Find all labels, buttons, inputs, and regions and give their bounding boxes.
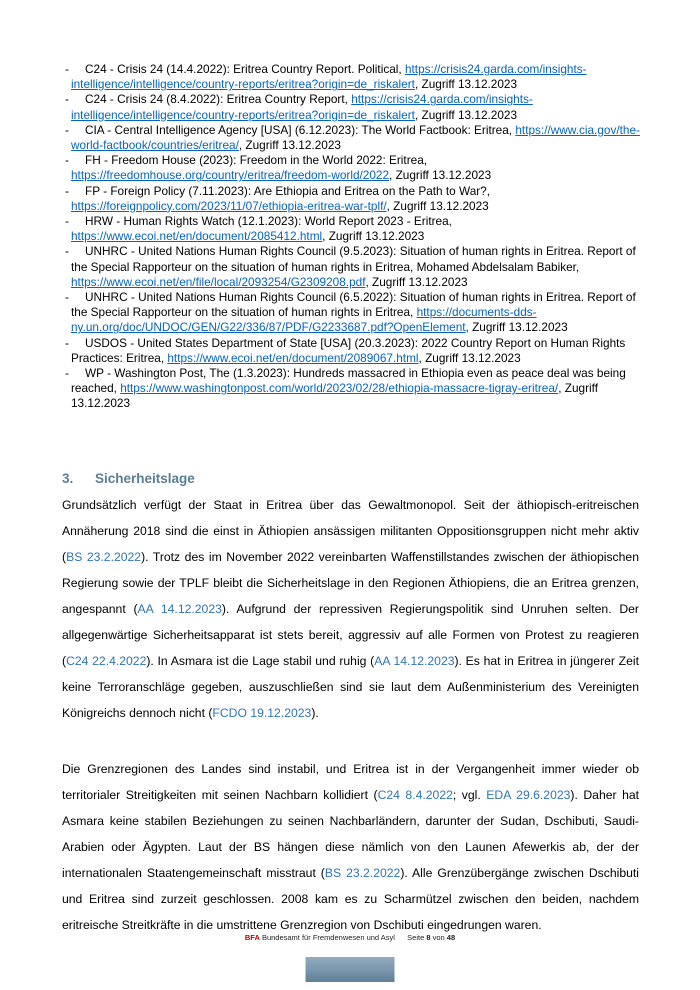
reference-text: FH - Freedom House (2023): Freedom in the World 2022: Eritrea, [85, 153, 428, 168]
reference-url-link[interactable]: https://www.ecoi.net/en/file/local/2093254/G2309208.pdf [71, 274, 366, 289]
footer-page-label: Seite [407, 933, 425, 942]
reference-url-link[interactable]: https://www.washingtonpost.com/world/2023/02/28/ethiopia-massacre-tigray-eritrea/ [120, 381, 559, 396]
reference-item [62, 62, 642, 92]
citation-link[interactable]: BS 23.2.2022 [324, 866, 401, 880]
list-bullet: - [65, 62, 69, 76]
paragraph-text: ). Daher hat Asmara keine stabilen Beziehungen zu seinen Nachbarländern, darunter der Sudan, Dschibuti, Saudi-Arabien oder Ägypten. Laut der BS hängen diese nämlich von den Launen Afewerkis ab, der der internationalen Staatengemeinschaft misstraut ( [62, 788, 640, 880]
reference-item [62, 153, 642, 183]
bfa-footer-graphic [306, 957, 395, 982]
reference-item [62, 92, 642, 122]
list-bullet: - [65, 290, 69, 305]
reference-item [62, 123, 642, 153]
reference-text: , Zugriff 13.12.2023 [418, 350, 521, 365]
paragraph-text: ). Es hat in Eritrea in jüngerer Zeit keine Terroranschläge gegeben, auszuschließen sind sie laut dem Außenministerium des Vereinigten Königreichs dennoch nicht ( [62, 654, 639, 720]
reference-text: , Zugriff 13.12.2023 [389, 168, 492, 183]
list-bullet: - [65, 214, 69, 229]
reference-url-link[interactable]: https://www.ecoi.net/en/document/2085412.html [71, 229, 323, 244]
list-bullet: - [65, 366, 69, 381]
reference-text: , Zugriff 13.12.2023 [365, 274, 468, 289]
reference-item [62, 366, 642, 412]
reference-text: FP - Foreign Policy (7.11.2023): Are Ethiopia and Eritrea on the Path to War?, [85, 183, 491, 198]
paragraph-text: Die Grenzregionen des Landes sind instabil, und Eritrea ist in der Vergangenheit immer wieder ob territorialer Streitigkeiten mit seinen Nachbarn kollidiert ( [62, 762, 639, 802]
paragraph-text: ; vgl. [452, 788, 487, 802]
list-bullet: - [65, 183, 69, 198]
reference-text: UNHRC - United Nations Human Rights Council (9.5.2023): Situation of human rights in Eritrea. Report of the Special Rapporteur on the situation of human rights in Eritrea, Mohamed Abdelsalam Babiker, [71, 244, 636, 274]
reference-item [62, 336, 642, 366]
reference-item [62, 214, 642, 244]
paragraph-text: ). In Asmara ist die Lage stabil und ruhig ( [146, 654, 375, 668]
reference-item [62, 184, 642, 214]
bfa-logo-text: BFA [244, 933, 260, 942]
reference-text: , Zugriff 13.12.2023 [71, 381, 598, 411]
body-text [62, 492, 639, 968]
reference-text: CIA - Central Intelligence Agency [USA] (6.12.2023): The World Factbook: Eritrea, [85, 122, 516, 137]
footer-page-number: 8 [426, 933, 431, 942]
reference-url-link[interactable]: https://foreignpolicy.com/2023/11/07/ethiopia-eritrea-war-tplf/ [71, 198, 387, 213]
citation-link[interactable]: EDA 29.6.2023 [486, 788, 571, 802]
reference-text: , Zugriff 13.12.2023 [322, 229, 425, 244]
references-list [62, 62, 642, 412]
footer-office-name: Bundesamt für Fremdenwesen und Asyl [261, 933, 395, 942]
list-bullet: - [65, 122, 69, 137]
reference-text: , Zugriff 13.12.2023 [465, 320, 568, 335]
citation-link[interactable]: FCDO 19.12.2023 [212, 706, 312, 720]
citation-link[interactable]: C24 8.4.2022 [377, 788, 453, 802]
section-number: 3. [62, 471, 74, 486]
reference-text: , Zugriff 13.12.2023 [386, 198, 489, 213]
section-heading [62, 471, 195, 486]
footer-of-label: von [432, 933, 445, 942]
reference-url-link[interactable]: https://crisis24.garda.com/insights-intelligence/intelligence/country-reports/eritrea?origin=de_riskalert [71, 92, 533, 122]
reference-url-link[interactable]: https://freedomhouse.org/country/eritrea/freedom-world/2022 [71, 168, 390, 183]
reference-text: HRW - Human Rights Watch (12.1.2023): World Report 2023 - Eritrea, [85, 214, 452, 229]
list-bullet: - [65, 244, 69, 259]
list-bullet: - [65, 335, 69, 350]
reference-url-link[interactable]: https://crisis24.garda.com/insights-intelligence/intelligence/country-reports/eritrea?origin=de_riskalert [71, 62, 587, 92]
reference-item [62, 244, 642, 290]
body-paragraph [62, 492, 639, 726]
page-footer [0, 933, 700, 942]
reference-text: C24 - Crisis 24 (14.4.2022): Eritrea Country Report. Political, [85, 62, 405, 76]
reference-item [62, 290, 642, 336]
citation-link[interactable]: C24 22.4.2022 [66, 654, 147, 668]
reference-text: , Zugriff 13.12.2023 [414, 77, 518, 92]
list-bullet: - [65, 153, 69, 168]
reference-text: WP - Washington Post, The (1.3.2023): Hundreds massacred in Ethiopia even as peace deal was being reached, [71, 366, 626, 396]
reference-text: , Zugriff 13.12.2023 [238, 138, 341, 153]
citation-link[interactable]: AA 14.12.2023 [137, 602, 222, 616]
paragraph-text: ). Trotz des im November 2022 vereinbarten Waffenstillstandes zwischen der äthiopischen Regierung sowie der TPLF bleibt die Sicherheitslage in den Regionen Äthiopiens, die an Eritrea grenzen, angespannt ( [62, 550, 639, 616]
reference-url-link[interactable]: https://www.cia.gov/the-world-factbook/countries/eritrea/ [71, 122, 640, 153]
reference-text: C24 - Crisis 24 (8.4.2022): Eritrea Country Report, [85, 92, 352, 107]
reference-text: USDOS - United States Department of State [USA] (20.3.2023): 2022 Country Report on Human Rights Practices: Eritrea, [71, 335, 626, 365]
reference-url-link[interactable]: https://www.ecoi.net/en/document/2089067.html [167, 350, 419, 365]
paragraph-text: Grundsätzlich verfügt der Staat in Eritrea über das Gewaltmonopol. Seit der äthiopisch-eritreischen Annäherung 2018 sind die einst in Äthiopien ansässigen militanten Oppositionsgruppen nicht mehr aktiv ( [62, 498, 639, 564]
reference-url-link[interactable]: https://documents-dds-ny.un.org/doc/UNDOC/GEN/G22/336/87/PDF/G2233687.pdf?OpenElement [71, 305, 537, 335]
citation-link[interactable]: BS 23.2.2022 [66, 550, 142, 564]
reference-text: , Zugriff 13.12.2023 [414, 107, 518, 122]
paragraph-text: ). [311, 706, 319, 720]
paragraph-text: ). Aufgrund der repressiven Regierungspolitik sind Unruhen selten. Der allgegenwärtige Sicherheitsapparat ist stets bereit, aggressiv auf alle Formen von Protest zu reagieren ( [62, 602, 639, 668]
body-paragraph [62, 756, 639, 938]
paragraph-text: ). Alle Grenzübergänge zwischen Dschibuti und Eritrea sind zurzeit geschlossen. 2008 kam es zu Scharmützel zwischen den beiden, nachdem eritreische Streitkräfte in die umstrittene Grenzregion von Dschibuti eingedrungen waren. [62, 866, 639, 932]
reference-text: UNHRC - United Nations Human Rights Council (6.5.2022): Situation of human rights in Eritrea. Report of the Special Rapporteur on the situation of human rights in Eritrea, [71, 290, 636, 320]
section-title: Sicherheitslage [95, 471, 195, 486]
list-bullet: - [65, 92, 69, 107]
citation-link[interactable]: AA 14.12.2023 [374, 654, 455, 668]
footer-total-pages: 48 [446, 933, 456, 942]
